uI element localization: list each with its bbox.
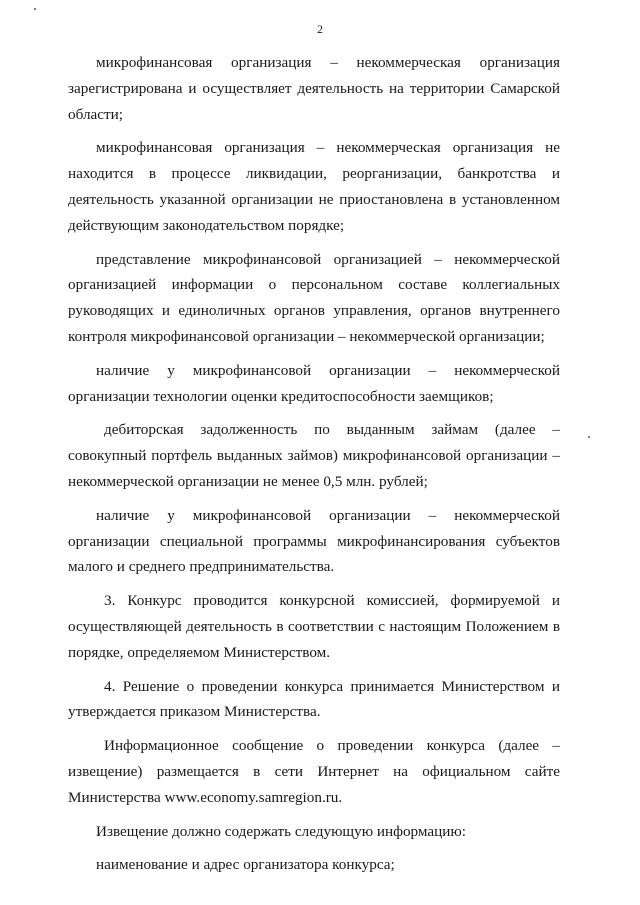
- paragraph-not-liquidated: микрофинансовая организация – некоммерческая организация не находится в процессе ликвидации, реорганизации, банкротства и деятельность указанной организации не приостановлена в установленном действующим законодательством порядке;: [68, 139, 560, 234]
- paragraph-item-3: 3. Конкурс проводится конкурсной комиссией, формируемой и осуществляющей деятельность в соответствии с настоящим Положением в порядке, определяемом Министерством.: [68, 592, 560, 661]
- scan-speck: [588, 436, 590, 438]
- scan-speck: [34, 8, 36, 10]
- paragraph-notice-contents: Извещение должно содержать следующую информацию:: [96, 822, 466, 840]
- paragraph-registration: микрофинансовая организация – некоммерческая организация зарегистрирована и осуществляет деятельность на территории Самарской области;: [68, 54, 560, 123]
- paragraph-organizer-name: наименование и адрес организатора конкурса;: [96, 856, 395, 874]
- paragraph-notice: Информационное сообщение о проведении конкурса (далее – извещение) размещается в сети Интернет на официальном сайте Министерства www.economy.samregion.ru.: [68, 737, 560, 806]
- paragraph-receivables: дебиторская задолженность по выданным займам (далее – совокупный портфель выданных займов) микрофинансовой организации – некоммерческой организации не менее 0,5 млн. рублей;: [68, 421, 560, 490]
- page-number: 2: [317, 22, 323, 36]
- document-body: [68, 50, 560, 878]
- paragraph-personnel-info: представление микрофинансовой организацией – некоммерческой организацией информации о персональном составе коллегиальных руководящих и единоличных органов управления, органов внутреннего контроля микрофинансовой организации – некоммерческой организации;: [68, 250, 560, 345]
- paragraph-special-program: наличие у микрофинансовой организации – некоммерческой организации специальной программы микрофинансирования субъектов малого и среднего предпринимательства.: [68, 506, 560, 576]
- paragraph-item-4: 4. Решение о проведении конкурса принимается Министерством и утверждается приказом Министерства.: [68, 677, 560, 721]
- paragraph-credit-technology: наличие у микрофинансовой организации – некоммерческой организации технологии оценки кредитоспособности заемщиков;: [68, 361, 560, 405]
